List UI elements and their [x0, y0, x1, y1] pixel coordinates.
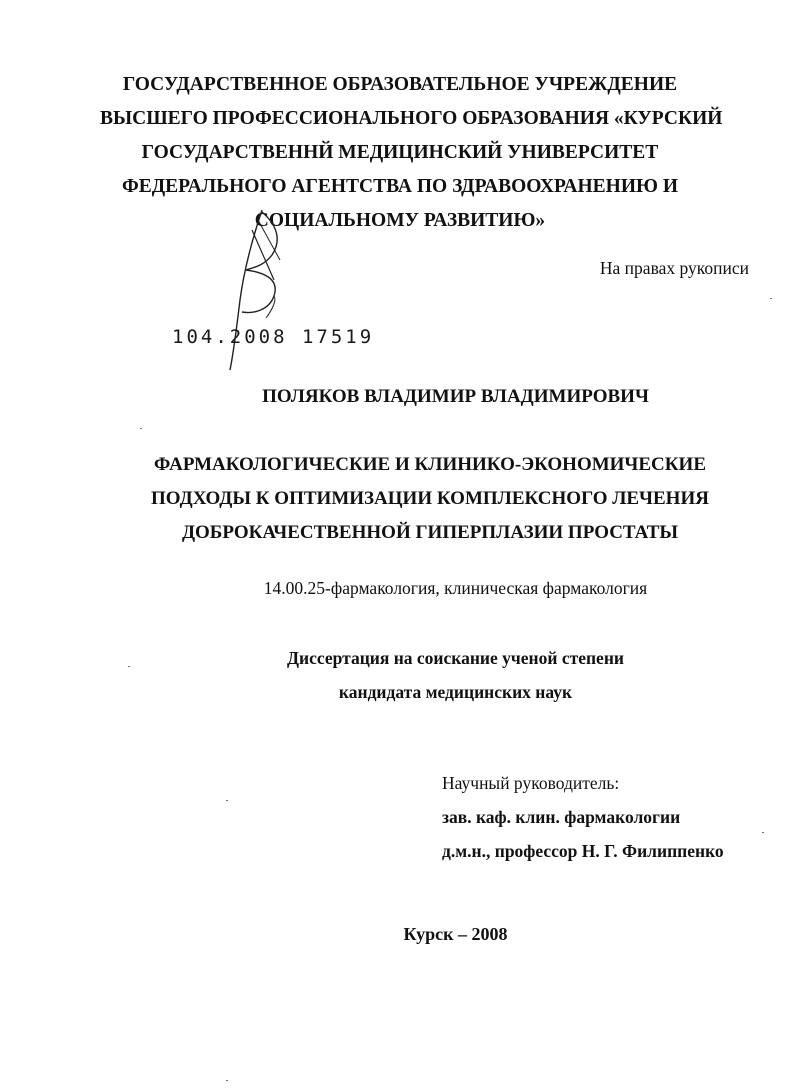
scan-speck	[226, 1080, 228, 1081]
supervisor-name: д.м.н., профессор Н. Г. Филиппенко	[442, 841, 724, 861]
degree-line: Диссертация на соискание ученой степени	[287, 648, 624, 668]
scan-speck	[762, 832, 764, 833]
title-line: ФАРМАКОЛОГИЧЕСКИЕ И КЛИНИКО-ЭКОНОМИЧЕСКИЕ	[153, 454, 706, 475]
degree-statement	[0, 641, 791, 709]
city-year: Курск – 2008	[403, 924, 508, 944]
title-line: ПОДХОДЫ К ОПТИМИЗАЦИИ КОМПЛЕКСНОГО ЛЕЧЕНИЯ	[151, 488, 709, 509]
scan-speck	[128, 666, 130, 667]
title-line: ДОБРОКАЧЕСТВЕННОЙ ГИПЕРПЛАЗИИ ПРОСТАТЫ	[181, 522, 679, 543]
dissertation-title	[110, 448, 750, 550]
institution-line: СОЦИАЛЬНОМУ РАЗВИТИЮ»	[254, 210, 546, 231]
scan-speck	[140, 428, 142, 429]
supervisor-label: Научный руководитель:	[442, 773, 620, 793]
degree-line: кандидата медицинских наук	[338, 682, 573, 702]
institution-line: ФЕДЕРАЛЬНОГО АГЕНТСТВА ПО ЗДРАВООХРАНЕНИЮ И	[121, 176, 679, 197]
institution-header	[100, 68, 723, 238]
specialty-code: 14.00.25-фармакология, клиническая фармакология	[263, 578, 648, 598]
institution-line: ВЫСШЕГО ПРОФЕССИОНАЛЬНОГО ОБРАЗОВАНИЯ «КУРСКИЙ	[100, 108, 723, 129]
supervisor-position: зав. каф. клин. фармакологии	[442, 807, 681, 827]
institution-line: ГОСУДАРСТВЕННОЕ ОБРАЗОВАТЕЛЬНОЕ УЧРЕЖДЕНИЕ	[122, 74, 678, 95]
registration-stamp: 104.2008 17519	[172, 326, 375, 348]
scan-speck	[770, 298, 772, 299]
author-name: ПОЛЯКОВ ВЛАДИМИР ВЛАДИМИРОВИЧ	[262, 386, 649, 407]
rights-note: На правах рукописи	[599, 258, 749, 278]
handwritten-signature	[222, 200, 312, 380]
supervisor-block	[442, 766, 724, 868]
institution-line: ГОСУДАРСТВЕННЙ МЕДИЦИНСКИЙ УНИВЕРСИТЕТ	[141, 142, 659, 163]
scan-speck	[226, 800, 228, 801]
